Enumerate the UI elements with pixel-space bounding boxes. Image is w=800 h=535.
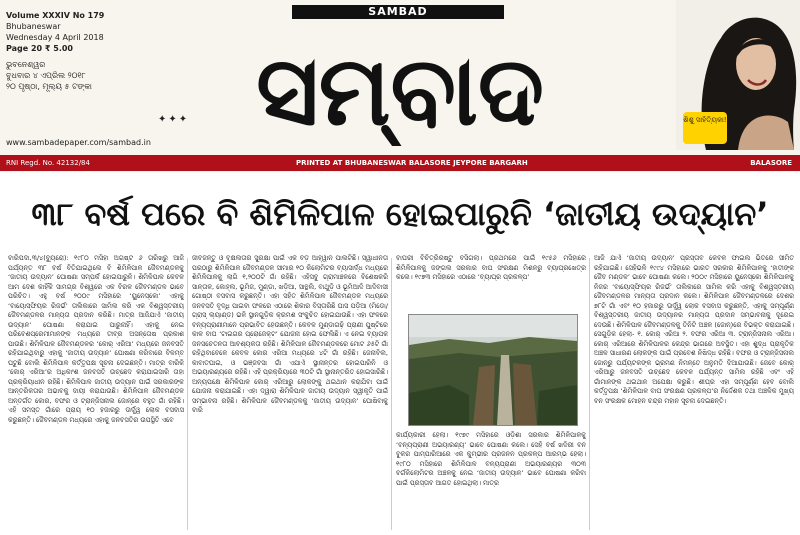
printing-centres: PRINTED AT BHUBANESWAR BALASORE JEYPORE BARGARH	[296, 159, 528, 167]
edition-name: BALASORE	[750, 159, 792, 167]
article-column-2: ଜୀବଜନ୍ତୁ ଓ ବୃକ୍ଷଲତାର ସୁରକ୍ଷା ପାଇଁ ଏକ ବଡ଼ ଆହ୍ୱାନ ପାଲଟିଛି। ସ୍ୱାଧୀନତା ପରଠାରୁ ଶିମିଳିପାଳ ଜୈବମଣ୍ଡଳ ସୀମାର ୧୦ କିଲୋମିଟର ବ୍ୟାସାର୍ଦ୍ଧ ମଧ୍ୟରେ ଶିମିଳିପାଳକୁ ଲାଗି ୧,୨୦୦ଟି ଗାଁ ରହିଛି। ଏହିସବୁ ଗ୍ରାମାଞ୍ଚଳରେ ବିଶେଷକରି ସାନ୍ତାଳ, କୋହ୍ଲ, ଭୂମିଜ, ମୁଣ୍ଡା, ଖଡ଼ିଆ, ସାନ୍ଥଲି, ବାଥୁଡ଼ି ଓ ଭୂମିଆଦି ଆଦିବାସୀ ଗୋଷ୍ଠୀ ବସବାସ କରୁଛନ୍ତି। ଏହା ସହିତ ଶିମିଳିପାଳ ଜୈବମଣ୍ଡଳ ମଧ୍ୟରେ ଜନବସତି ବୃଦ୍ଧି ପାଇବା ଫଳରେ ଏଠାରେ ଶିକାର ବିସ୍ତାରିଛି ଘାସ ପଡ଼ିଆ (ମିଡୋ/ଗ୍ରାସ୍ ଲ୍ୟାଣ୍ଡ) ଭଳି ସ୍ଥାନଗୁଡ଼ିକ କ୍ରମଶ ସଂକୁଚିତ ହୋଇଯାଉଛି। ଏହା ଫଳରେ ବନ୍ୟପ୍ରାଣୀମାନେ ପ୍ରଭାବିତ ହେଉଛନ୍ତି। କେବଳ ମୁଣ୍ଡାଗଢ଼ି ପ୍ରାଣୀ ପୁଷ୍ଟିରେ କାଳ ବାଘ ‘ଟାଇଗର ପ୍ରୋଜେକ୍ଟ’ ଯୋଜନା ହୋଇ ଫେଲିଛି। ଏ ନେଇ ବ୍ୟାପକ ଜନସଚେତନତା ଆବଶ୍ୟକତା ରହିଛି। ଶିମିଳିପାଳ ଜୈବମଣ୍ଡଳରେ ମୋଟ ୬୫ଟି ଗାଁ ରହିଥିବାବେଳେ କେବଳ କୋର ଏରିଆ ମଧ୍ୟରେ ୪ଟି ଗାଁ ରହିଛି। ଜେନାବିଲ, କାବାତଘାଇ, ଓ ଭଞ୍ଜବସା ଗାଁ ଏଯାଏଁ ସ୍ଥାନାନ୍ତର ହୋଇପାରିନି ଓ ଅଭୟାରଣ୍ୟରେ ରହିଛି। ଏହି ପ୍ରକ୍ରିୟାରେ ୩୦ଟି ଗାଁ ସ୍ଥାନାନ୍ତରିତ ହୋଇସାରିଛି। ଅନ୍ୟପକ୍ଷେ ଶିମିଳିପାଳ କୋର୍ ଏରିଆରୁ ଲୋକଙ୍କୁ ଥଇଥାନ କରାଯିବା ପାଇଁ ଯୋଜନା କରାଯାଇଛି। ଏହା ଦ୍ୱାରା ଶିମିଳିପାଳ ଜାତୀୟ ଉଦ୍ୟାନ ସ୍ୱୀକୃତି ପାଇଁ ସମ୍ଭାବନା ରହିଛି। ଶିମିଳିପାଳ ଜୈବମଣ୍ଡଳକୁ ‘ଜାତୀୟ ଉଦ୍ୟାନ’ ଘୋଷିବାକୁ ବାରି	[192, 254, 388, 414]
column-divider	[391, 258, 392, 530]
article-column-1: ବାରିପଦା,୩/୪(ବ୍ୟୁରୋ): ୧୯୮୦ ମସିହା ଅଗଷ୍ଟ ୬ ତାରିଖରୁ ଆଜି ପର୍ଯ୍ୟନ୍ତ ୩୮ ବର୍ଷ ବିତିଯାଇଥିଲେ ବି ଶିମିଳିପାଳ ଜୈବମଣ୍ଡଳକୁ ‘ଜାତୀୟ ଉଦ୍ୟାନ’ ଘୋଷଣା ସମ୍ପର୍କ ହୋଇପାରୁନି। ଶିମିଳିପାଳ କେବଳ ଆମ ଦେଶ କାହିଁକି ସାମଗ୍ର ବିଶ୍ୱରେ ଏକ ବିରଳ ଜୈବମଣ୍ଡଳ ଭାବେ ପରିଚିତ। ଏହୁ ବର୍ଷ ୨୦୦୯ ମସିହାରେ ‘ୟୁନେସ୍କୋ’ ଏହାକୁ ‘ବାୟୋସ୍ଫିୟର ରିଜର୍ଭ’ ତାଲିକାରେ ସାମିଲ କରି ଏକ ବିଶ୍ୱସ୍ତରୀୟ ଜୈବମଣ୍ଡଳର ମାନ୍ୟତା ପ୍ରଦାନ କରିଛି। ମାତ୍ର ଆଜିଯାଏଁ ‘ଜାତୀୟ ଉଦ୍ୟାନ’ ଘୋଷଣା କରାଯାଇ ପାରୁନାହିଁ। ଏହାକୁ ନେଇ ପରିବେଶପ୍ରେମୀମାନଙ୍କ ମଧ୍ୟରେ ତୀବ୍ର ଅସନ୍ତୋଷ ପ୍ରକାଶ ପାଉଛି। ଶିମିଳିପାଳ ଜୈବମଣ୍ଡଳର ‘କୋର୍ ଏରିଆ’ ମଧ୍ୟରେ ଜନବସତି ରହିଯାଇଥିବାରୁ ଏହାକୁ ‘ଜାତୀୟ ଉଦ୍ୟାନ’ ଘୋଷଣା କରିବାରେ ବିଳମ୍ବ ଘଟୁଛି ବୋଲି ଶିମିଳିପାଳ କର୍ତ୍ତୃପକ୍ଷ ସୂଚନା ଦେଇଛନ୍ତି। ମାତ୍ର ବାରିକି ‘କୋର୍ ଏରିଆ’ର ଅଧିକାଂଶ ଜନବସତି ଉଚ୍ଛେଦ କରାଯାଇସାରି ତାହା ପ୍ରକ୍ରିୟାଧୀନ ରହିଛି। ଶିମିଳିପାଳ ଜାତୀୟ ଉଦ୍ୟାନ ପାଇଁ ସରକାରଙ୍କ ଆନ୍ତରିକତାର ଅଭାବକୁ ଦାୟୀ କରାଯାଉଛି। ଶିମିଳିପାଳ ଜୈବମଣ୍ଡଳ ଅନ୍ତର୍ଗତ କୋର, ବଫର ଓ ଟ୍ରାନ୍ଜିସନାଲ ଜୋନ୍‌ରେ ବହୁତ ଗାଁ ରହିଛି। ଏହି ସମସ୍ତ ଗାଁରେ ପ୍ରାୟ ୧୦ ହଜାରରୁ ଊର୍ଦ୍ଧ୍ୱ ଲୋକ ବସବାସ କରୁଛନ୍ତି। ଜୈବମଣ୍ଡଳ ମଧ୍ୟରେ ଏହାକୁ ଜନବସତିର ଉପସ୍ଥିତି ଏବେ	[8, 254, 184, 424]
article-column-3-top: ବାଘରୀ ବିଚିତ୍ରିରଷ୍ଟୁ ବସିଗଲା। ପ୍ରଥମରେ ପାଇଁ ୧୯୫୬ ମସିହାରେ ଶିମିଳିପାଳକୁ ଜଙ୍ଗଲ ସରକାର ବାଘ ସଂରକ୍ଷଣ ମିଶନରୁ ବ୍ୟାଘ୍ରଖେତ୍ର କଲେ। ୧୯୭୩ ମସିହାରେ ଏଠାରେ ‘ବ୍ୟାଘ୍ର ପ୍ରକଳ୍ପ’	[396, 254, 586, 281]
brand-english: SAMBAD	[292, 5, 504, 19]
article-headline: ୩୮ ବର୍ଷ ପରେ ବି ଶିମିଳିପାଳ ହୋଇପାରୁନି ‘ଜାତୀୟ ଉଦ୍ୟାନ’	[31, 195, 769, 233]
rni-number: RNI Regd. No. 42132/84	[6, 159, 90, 167]
issue-date: Wednesday 4 April 2018	[6, 33, 104, 42]
registration-bar	[0, 155, 800, 171]
volume-number: Volume XXXIV No 179	[6, 11, 105, 20]
sambad-logo-text: ସମ୍ବାଦ	[256, 35, 544, 146]
masthead	[0, 0, 800, 155]
article-column-4: ଆଜି ଯାଏଁ ‘ଜାତୀୟ ଉଦ୍ୟାନ’ ପ୍ରସ୍ତାବ କେବଳ ଫାଇଲ ଭିତରେ ସୀମିତ ରହିଯାଇଛି। ସେହିଭଳି ୧୯୯୪ ମସିହାରେ ଭାରତ ସରକାର ଶିମିଳିପାଳକୁ ‘ହାତୀଙ୍କ ଜୈବ ମଣ୍ଡଳ’ ଭାବେ ଘୋଷଣା କଲେ। ୨୦୦୯ ମସିହାରେ ୟୁନେସ୍କୋ ଶିମିଳିପାଳକୁ ନିଜର ‘ବାୟୋସ୍ଫିୟର ରିଜର୍ଭ’ ତାଲିକାରେ ସାମିଲ କରି ଏହାକୁ ବିଶ୍ୱସ୍ତରୀୟ ଜୈବମଣ୍ଡଳର ମାନ୍ୟତା ପ୍ରଦାନ କଲେ। ଶିମିଳିପାଳ ଜୈବମଣ୍ଡଳରେ ଦେଶର ୭୮ଟି ଗାଁ ଏବଂ ୧୦ ହଜାରରୁ ଊର୍ଦ୍ଧ୍ୱ ଲୋକ ବସବାସ କରୁଛନ୍ତି, ଏହାକୁ ସମ୍ପୂର୍ଣ୍ଣ ବିଶ୍ୱସ୍ତରୀୟ ଜାତୀୟ ଉଦ୍ୟାନର ମାନ୍ୟତା ପ୍ରଦାନ ସମ୍ଭାବନାକୁ ଦୂରେଇ ଦେଉଛି। ଶିମିଳିପାଳ ଜୈବମଣ୍ଡଳକୁ ତିନିଟି ଅଞ୍ଚଳ (ଜୋନ୍)ରେ ବିଭକ୍ତ କରାଯାଇଛି। ସେଗୁଡ଼ିକ ହେଲା- ୧. କୋର୍ ଏରିଆ ୨. ବଫର ଏରିଆ ୩. ଟ୍ରାନ୍ଜିସନାଲ ଏରିଆ। କୋର୍ ଏରିଆରେ ଶିମିଳିପାଳର କେନ୍ଦ୍ର ଭାଗରେ ଅବସ୍ଥିତ। ଏହା ଶୁଦ୍ଧ ପ୍ରାକୃତିକ ଅଞ୍ଚଳ ସାଧାରଣ ଲୋକଙ୍କ ପାଇଁ ପ୍ରବେଶ ନିଷିଦ୍ଧ ରହିଛି। ବଫର ଓ ଟ୍ରାନ୍ଜିସନାଲ ଜୋନ୍‌ରୁ ପର୍ଯ୍ୟଟକଙ୍କ ଭ୍ରମଣ ନିମନ୍ତେ ଅନୁମତି ଦିଆଯାଉଛି। ଜେବେ କୋର୍ ଏରିଆରୁ ଜନବସତି ଉଚ୍ଛେଦ କେବଳ ପର୍ଯ୍ୟନ୍ତ ସାମିଲ ରହିଛି ଏବଂ ଏହି ଗାଁମାନଙ୍କ ଥଇଥାନ ଅପେକ୍ଷା କରୁଛି। ଶୀଘ୍ର ଏହା ସମ୍ପୂର୍ଣ୍ଣ ହେବ ବୋଲି କର୍ତ୍ତୃପକ୍ଷ ‘ଶିମିଳିପାଳ ବାଘ ସଂରକ୍ଷଣ ପ୍ରକଳ୍ପ’ର ନିର୍ଦ୍ଦେଶକ ତଥା ଅଞ୍ଚଳିକ ମୁଖ୍ୟ ବନ ସଂରକ୍ଷକ ମୋହନ ଚନ୍ଦ୍ର ମହାନ ସୂଚନା ଦେଇଛନ୍ତି।	[594, 254, 794, 405]
column-divider	[187, 258, 188, 530]
edition-city: Bhubaneswar	[6, 22, 61, 31]
issue-price: Page 20 ₹ 5.00	[6, 44, 73, 53]
decorative-stars: ✦✦✦	[158, 114, 190, 125]
edition-city-odia: ଭୁବନେଶ୍ୱର	[6, 60, 46, 69]
issue-price-odia: ୨୦ ପୃଷ୍ଠା, ମୂଲ୍ୟ ୫ ଟଙ୍କା	[6, 82, 92, 91]
headline-block	[0, 172, 800, 254]
column-divider	[589, 258, 590, 530]
masthead-meta	[6, 10, 104, 92]
promo-badge: ଶିଶୁ ସାହିତ୍ୟିକା!	[683, 112, 727, 144]
sambad-logo	[200, 22, 600, 146]
issue-date-odia: ବୁଧବାର ୪ ଏପ୍ରିଲ ୨୦୧୮	[6, 71, 86, 80]
article-column-3-bottom: କାର୍ଯ୍ୟକାରୀ ହେଲା। ୧୯୭୯ ମସିହାରେ ଓଡ଼ିଶା ସରକାର ଶିମିଳିପାଳକୁ ‘ବନ୍ୟପ୍ରାଣୀ ଅଭୟାରଣ୍ୟ’ ଭାବେ ଘୋଷଣା କଲେ। ସେହି ବର୍ଷ ଖଦିରୀ ବନ ବୁକର ପାମ୍ପାରିଆରେ ଏକ କୁମ୍ଭୀର ପ୍ରଜନନ ପ୍ରକଳ୍ପ ଆରମ୍ଭ ହେଲା। ୧୯୮୦ ମସିହାରେ ଶିମିଳିପାଳ ବନ୍ୟପ୍ରାଣୀ ଅଭୟାରଣ୍ୟର ୩୦୩ ବର୍ଗକିଲୋମିଟର ଅଞ୍ଚଳକୁ ନେଇ ‘ଜାତୀୟ ଉଦ୍ୟାନ’ ଭାବେ ଘୋଷଣା କରିବା ପାଇଁ ପ୍ରସ୍ତାବ ଆଗତ ହୋଇଥିଲା। ମାତ୍ର	[396, 431, 586, 487]
website-link[interactable]: www.sambadepaper.com/sambad.in	[6, 138, 151, 147]
waterfall-photo	[408, 314, 578, 426]
